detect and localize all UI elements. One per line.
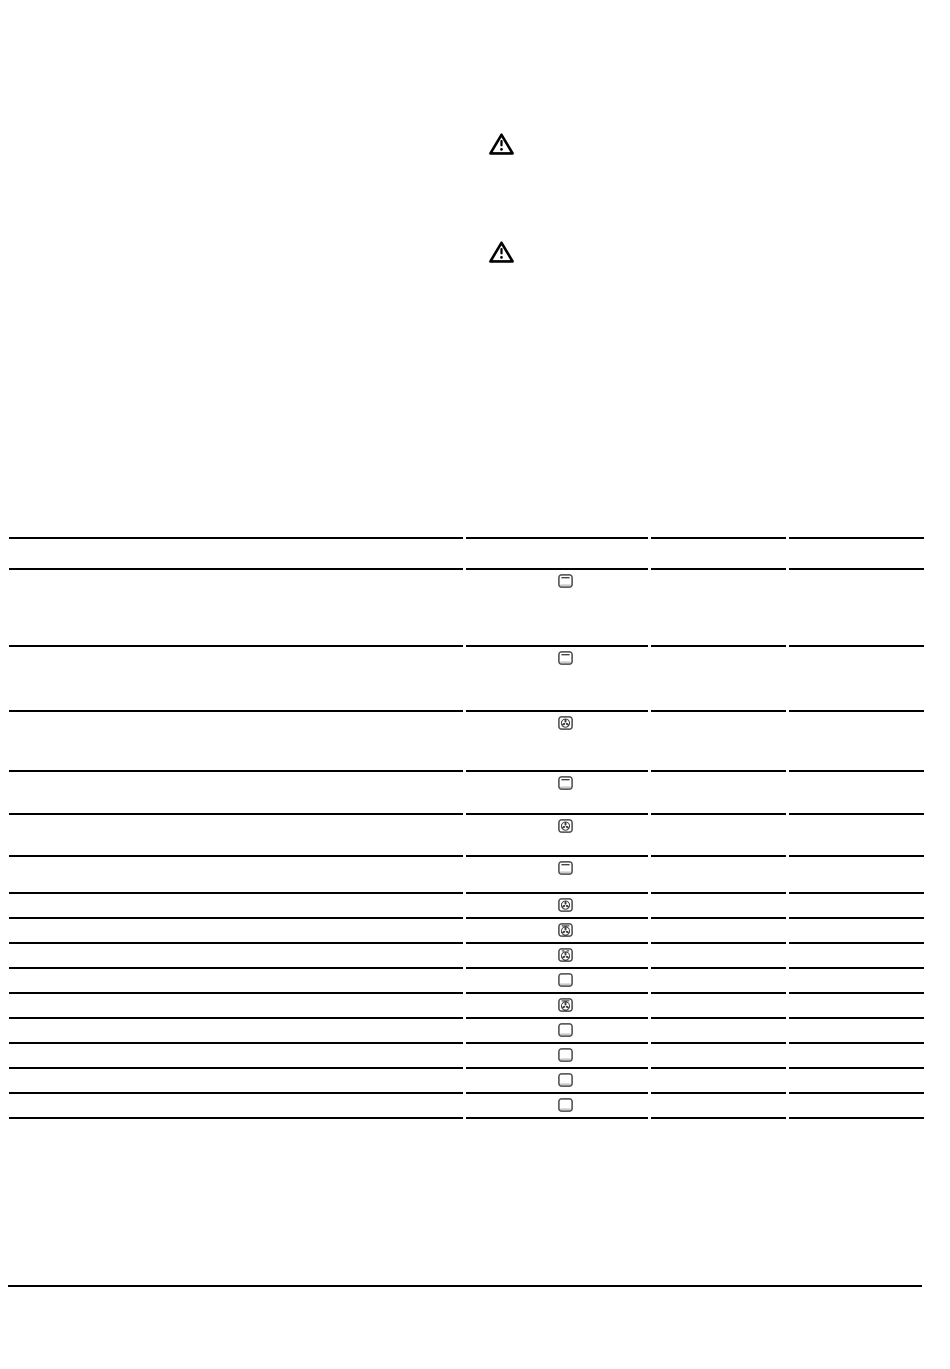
oven-plain-icon <box>558 1098 573 1112</box>
table-cell-col-2 <box>466 770 648 813</box>
table-cell-col-4 <box>789 1117 924 1119</box>
table-cell-col-2 <box>466 942 648 967</box>
table-bottom-line <box>9 1117 924 1119</box>
cooking-table <box>9 537 924 1119</box>
table-cell-col-2 <box>466 1117 648 1123</box>
table-cell-col-1 <box>9 1042 463 1067</box>
table-cell-col-3 <box>651 1017 786 1042</box>
table-cell-col-3 <box>651 967 786 992</box>
oven-plain-icon <box>558 973 573 987</box>
table-cell-col-1 <box>9 992 463 1017</box>
table-cell-col-1 <box>9 917 463 942</box>
oven-plain-icon <box>558 1048 573 1062</box>
table-cell-col-4 <box>789 942 924 967</box>
table-row <box>9 1017 924 1042</box>
table-cell-col-1 <box>9 813 463 855</box>
table-cell-col-3 <box>651 813 786 855</box>
table-cell-col-4 <box>789 1017 924 1042</box>
table-cell-col-1 <box>9 568 463 645</box>
table-row <box>9 1092 924 1117</box>
table-row <box>9 917 924 942</box>
oven-top-element-icon <box>558 776 573 790</box>
table-row <box>9 1042 924 1067</box>
table-cell-col-2 <box>466 992 648 1017</box>
table-cell-col-4 <box>789 967 924 992</box>
table-row <box>9 1067 924 1092</box>
oven-fan-top-element-icon <box>558 923 573 937</box>
table-row <box>9 645 924 710</box>
table-cell-col-2 <box>466 537 648 568</box>
oven-plain-icon <box>558 1023 573 1037</box>
table-cell-col-2 <box>466 967 648 992</box>
table-cell-col-4 <box>789 892 924 917</box>
oven-fan-icon <box>558 898 573 912</box>
table-cell-col-3 <box>651 892 786 917</box>
table-cell-col-4 <box>789 917 924 942</box>
table-cell-col-3 <box>651 992 786 1017</box>
oven-plain-icon <box>558 1073 573 1087</box>
warning-triangle-icon <box>488 240 515 264</box>
table-cell-col-2 <box>466 710 648 770</box>
table-cell-col-3 <box>651 1092 786 1117</box>
table-cell-col-3 <box>651 855 786 892</box>
table-cell-col-4 <box>789 568 924 645</box>
table-cell-col-2 <box>466 892 648 917</box>
table-cell-col-3 <box>651 537 786 568</box>
table-cell-col-3 <box>651 568 786 645</box>
table-cell-col-4 <box>789 992 924 1017</box>
table-cell-col-2 <box>466 1042 648 1067</box>
footer-divider <box>8 1285 922 1287</box>
table-cell-col-3 <box>651 710 786 770</box>
table-row <box>9 710 924 770</box>
table-cell-col-2 <box>466 1092 648 1117</box>
table-cell-col-2 <box>466 813 648 855</box>
oven-top-element-icon <box>558 574 573 588</box>
table-cell-col-1 <box>9 967 463 992</box>
table-cell-col-4 <box>789 1067 924 1092</box>
table-cell-col-1 <box>9 1117 463 1119</box>
table-cell-col-4 <box>789 770 924 813</box>
table-cell-col-4 <box>789 855 924 892</box>
table-row <box>9 992 924 1017</box>
oven-top-element-icon <box>558 861 573 875</box>
table-row <box>9 892 924 917</box>
table-cell-col-4 <box>789 710 924 770</box>
table-row <box>9 942 924 967</box>
table-row <box>9 770 924 813</box>
warning-triangle-icon <box>488 132 515 156</box>
table-cell-col-3 <box>651 942 786 967</box>
table-cell-col-1 <box>9 1092 463 1117</box>
table-cell-col-1 <box>9 1017 463 1042</box>
table-cell-col-1 <box>9 710 463 770</box>
table-cell-col-1 <box>9 770 463 813</box>
table-row <box>9 967 924 992</box>
oven-fan-top-element-icon <box>558 998 573 1012</box>
table-cell-col-4 <box>789 645 924 710</box>
table-cell-col-4 <box>789 1042 924 1067</box>
oven-fan-icon <box>558 819 573 833</box>
table-cell-col-4 <box>789 1092 924 1117</box>
table-cell-col-3 <box>651 1042 786 1067</box>
table-cell-col-3 <box>651 1117 786 1119</box>
table-row <box>9 537 924 568</box>
table-cell-col-4 <box>789 813 924 855</box>
oven-fan-icon <box>558 716 573 730</box>
table-cell-col-1 <box>9 1067 463 1092</box>
table-cell-col-2 <box>466 1067 648 1092</box>
table-cell-col-1 <box>9 892 463 917</box>
table-row <box>9 813 924 855</box>
table-cell-col-2 <box>466 917 648 942</box>
oven-fan-top-element-dashed-icon <box>558 948 573 962</box>
table-cell-col-2 <box>466 568 648 645</box>
oven-top-element-icon <box>558 651 573 665</box>
table-cell-col-3 <box>651 645 786 710</box>
table-cell-col-2 <box>466 1017 648 1042</box>
table-cell-col-2 <box>466 645 648 710</box>
table-cell-col-1 <box>9 855 463 892</box>
table-cell-col-3 <box>651 917 786 942</box>
table-cell-col-1 <box>9 645 463 710</box>
table-row <box>9 855 924 892</box>
table-cell-col-3 <box>651 770 786 813</box>
table-cell-col-1 <box>9 537 463 568</box>
table-row <box>9 568 924 645</box>
table-cell-col-3 <box>651 1067 786 1092</box>
table-cell-col-4 <box>789 537 924 568</box>
table-cell-col-1 <box>9 942 463 967</box>
table-cell-col-2 <box>466 855 648 892</box>
